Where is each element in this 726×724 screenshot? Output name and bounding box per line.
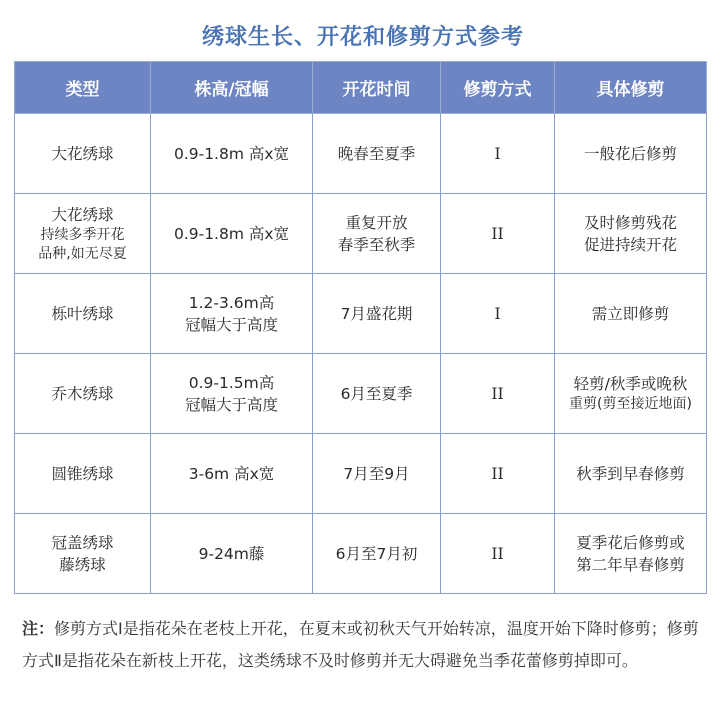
cell-size [151, 434, 313, 514]
pruning-guide-table [14, 61, 707, 594]
cell-detail [555, 514, 707, 594]
cell-text: 0.9-1.8m 高x宽 [173, 144, 290, 163]
cell-size [151, 514, 313, 594]
cell-detail [555, 274, 707, 354]
cell-text: 重复开放 [345, 213, 408, 232]
cell-size [151, 274, 313, 354]
cell-text: 藤绣球 [59, 555, 106, 574]
table-row [15, 514, 707, 594]
cell-detail [555, 354, 707, 434]
cell-text: 0.9-1.5m高 [188, 373, 275, 392]
cell-text: 栎叶绣球 [51, 304, 114, 323]
footnote [22, 613, 706, 677]
cell-text: 7月盛花期 [340, 304, 413, 323]
table-row [15, 194, 707, 274]
header-bloom-time: 开花时间 [313, 62, 441, 114]
cell-bloom [313, 434, 441, 514]
cell-text: 秋季到早春修剪 [576, 464, 685, 483]
cell-text: 0.9-1.8m 高x宽 [173, 224, 290, 243]
cell-text: 促进持续开花 [583, 235, 677, 254]
cell-type [15, 354, 151, 434]
cell-text: 圆锥绣球 [51, 464, 114, 483]
cell-method: I [441, 114, 555, 194]
cell-text: 1.2-3.6m高 [188, 293, 275, 312]
cell-type [15, 434, 151, 514]
cell-bloom [313, 114, 441, 194]
cell-detail [555, 194, 707, 274]
cell-text: 夏季花后修剪或 [576, 533, 685, 552]
table-row [15, 354, 707, 434]
table-row [15, 114, 707, 194]
cell-method: II [441, 514, 555, 594]
cell-text: 重剪(剪至接近地面) [569, 396, 692, 412]
cell-type [15, 194, 151, 274]
cell-text: 9-24m藤 [198, 544, 265, 563]
cell-bloom [313, 514, 441, 594]
cell-method: II [441, 434, 555, 514]
cell-bloom [313, 194, 441, 274]
cell-type [15, 514, 151, 594]
cell-text: 6月至7月初 [335, 544, 418, 563]
cell-method: I [441, 274, 555, 354]
cell-size [151, 114, 313, 194]
cell-text: 大花绣球 [51, 144, 114, 163]
cell-type [15, 114, 151, 194]
cell-text: 冠幅大于高度 [184, 315, 278, 334]
cell-size [151, 354, 313, 434]
cell-text: 晚春至夏季 [337, 144, 416, 163]
cell-type [15, 274, 151, 354]
header-prune-method: 修剪方式 [441, 62, 555, 114]
cell-text: 及时修剪残花 [583, 213, 677, 232]
cell-detail [555, 114, 707, 194]
table-row [15, 274, 707, 354]
table-row [15, 434, 707, 514]
table-header-row [15, 62, 707, 114]
cell-text: 持续多季开花 [40, 226, 125, 243]
cell-method: II [441, 354, 555, 434]
cell-text: 品种,如无尽夏 [38, 245, 127, 262]
page-title: 绣球生长、开花和修剪方式参考 [201, 25, 524, 50]
cell-text: 需立即修剪 [591, 304, 670, 323]
header-prune-detail: 具体修剪 [555, 62, 707, 114]
footnote-text: 修剪方式Ⅰ是指花朵在老枝上开花，在夏末或初秋天气开始转凉，温度开始下降时修剪；修剪方式Ⅱ是指花朵在新枝上开花，这类绣球不及时修剪并无大碍避免当季花蕾修剪掉即可。 [22, 619, 699, 670]
cell-text: 轻剪/秋季或晚秋 [573, 375, 688, 393]
cell-detail [555, 434, 707, 514]
cell-bloom [313, 354, 441, 434]
cell-text: 冠幅大于高度 [184, 395, 278, 414]
cell-size [151, 194, 313, 274]
cell-bloom [313, 274, 441, 354]
cell-text: 大花绣球 [51, 205, 114, 224]
cell-text: 冠盖绣球 [51, 533, 114, 552]
cell-text: 第二年早春修剪 [576, 555, 685, 574]
footnote-label: 注： [22, 619, 55, 638]
header-type: 类型 [15, 62, 151, 114]
cell-text: 一般花后修剪 [583, 144, 677, 163]
cell-text: 6月至夏季 [340, 384, 413, 403]
cell-text: 春季至秋季 [337, 235, 416, 254]
cell-text: 乔木绣球 [51, 384, 114, 403]
cell-method: II [441, 194, 555, 274]
cell-text: 3-6m 高x宽 [188, 464, 275, 483]
header-size: 株高/冠幅 [151, 62, 313, 114]
cell-text: 7月至9月 [343, 464, 410, 483]
